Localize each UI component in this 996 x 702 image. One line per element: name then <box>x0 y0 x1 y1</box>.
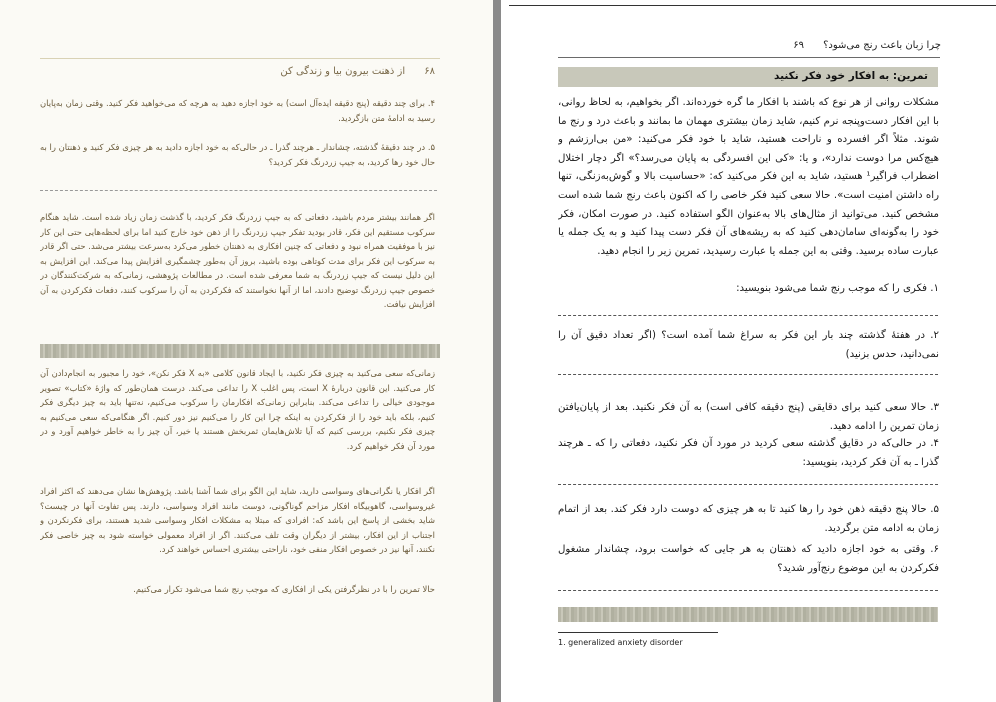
paragraph-4: ۴. برای چند دقیقه (پنج دقیقه ایده‌آل است) به خود اجازه دهید به هرچه که می‌خواهید فکر کنید. وقتی زمان به‌پایان رسید به ادامهٔ متن بازگردید. <box>40 98 435 123</box>
footnote: 1. generalized anxiety disorder <box>558 638 683 647</box>
question-2: ۲. در هفتهٔ گذشته چند بار این فکر به سراغ شما آمده است؟ (اگر تعداد دقیق آن را نمی‌دانید، حدس بزنید) <box>558 330 939 360</box>
exercise-heading-bar <box>558 67 938 87</box>
question-1: ۱. فکری را که موجب رنج شما می‌شود بنویسید: <box>736 283 939 294</box>
question-5: ۵. حالا پنج دقیقه ذهن خود را رها کنید تا به هر چیزی که دوست دارد فکر کند. بعد از اتمام زمان به ادامه متن برگردید. <box>558 504 939 534</box>
answer-line-1 <box>558 315 938 316</box>
section-end-band <box>558 607 938 622</box>
paragraph-repeat: حالا تمرین را با در نظرگرفتن یکی از افکاری که موجب رنج شما می‌شود تکرار می‌کنیم. <box>133 584 435 594</box>
footnote-rule <box>558 632 718 633</box>
header-rule <box>558 57 940 58</box>
paragraph-obsessive: اگر افکار یا نگرانی‌های وسواسی دارید، شاید این الگو برای شما آشنا باشد. پژوهش‌ها نشان می‌دهند که اکثر افراد غیروسواسی، گاهوبیگاه افکار مزاحم گوناگونی، دوست مانند افراد وسواسی، دارند. پس تفاوت آنها در چیست؟ شاید بخشی از پاسخ این باشد که: افرادی که مبتلا به مشکلات افکار وسواسی شدید هستند، برای فکرنکردن و اجتناب از این افکار، بیشتر از دیگران وقت تلف می‌کنند. اگر از افراد معمولی خواسته شود به چیز خاصی فکر نکنند، آنها نیز در خصوص افکار منفی خود، ناراحتی بیشتری احساس خواهند کرد. <box>40 486 435 554</box>
question-6: ۶. وقتی به خود اجازه دادید که ذهنتان به هر جایی که خواست برود، چشاندار مشغول فکرکردن به این موضوع رنج‌آور شدید؟ <box>558 544 939 574</box>
header-title: از ذهنت بیرون بیا و زندگی کن <box>280 66 406 77</box>
section-divider-band <box>40 344 440 358</box>
page-number: ۶۹ <box>793 40 805 51</box>
question-4: ۴. در حالی‌که در دقایق گذشته سعی کردید در مورد آن فکر نکنید، دفعاتی را که ـ هرچند گذرا ـ به آن فکر کردید، بنویسید: <box>558 438 939 468</box>
exercise-intro: مشکلات روانی از هر نوع که باشند با افکار ما گره خورده‌اند. اگر بخواهیم، به لحاظ روانی، با این افکار دست‌وپنجه نرم کنیم، شاید زمان بیشتری مهمان ما بمانند و باعث درد و رنج ما شوند. مثلاً اگر افسرده و ناراحت هستید، شاید با خود فکر می‌کنید: «من بی‌ارزشم و هیچ‌کس مرا دوست ندارد»، و یا: «کی این افسردگی به پایان می‌رسد؟» اگر دچار اختلال اضطراب فراگیر¹ هستید، شاید به این فکر می‌کنید که: «حساسیت بالا و گوش‌به‌زنگی، تنها راه داشتن امنیت است». حالا سعی کنید فکر خاصی را که اکنون باعث رنج شما شده است مشخص کنید. می‌توانید از مثال‌های بالا به‌عنوان الگو استفاده کنید. در صورت امکان، فکر خود را به‌گونه‌ای سامان‌دهی کنید که به ریشه‌های آن فکر دست پیدا کنید و به یک جمله یا عبارت ساده برسید. وقتی به این جمله یا عبارت رسیدید، تمرین زیر را انجام دهید. <box>558 97 939 257</box>
running-header <box>40 66 435 77</box>
answer-line <box>40 190 437 191</box>
answer-line-4 <box>558 484 938 485</box>
header-title: چرا زبان باعث رنج می‌شود؟ <box>823 40 941 51</box>
exercise-title: تمرین: به افکار خود فکر نکنید <box>774 70 928 82</box>
answer-line-2 <box>558 374 938 375</box>
answer-line-6 <box>558 590 938 591</box>
paragraph-5: ۵. در چند دقیقهٔ گذشته، چشاندار ـ هرچند گذرا ـ در حالی‌که به خود اجازه دادید به هر چیزی فکر کنید و ذهنتان را به حال خود رها کردید، به جیپ زردرنگ فکر کردید؟ <box>40 142 435 167</box>
running-header <box>560 40 941 51</box>
header-rule <box>40 58 440 59</box>
left-page <box>0 0 493 702</box>
paragraph-explanation: اگر همانند بیشتر مردم باشید، دفعاتی که به جیپ زردرنگ فکر کردید، با گذشت زمان زیاد شده است. شاید هنگام سرکوب مستقیم این فکر، قادر بودید تفکر جیپ زردرنگ را از ذهن خود خارج کنید اما برای لحظه‌هایی حتی این کار نیز با موفقیت همراه نبود و دفعاتی که چنین افکاری به ذهنتان خطور می‌کرد به‌سرعت بیشتر می‌شد. حتی اگر قادر به سرکوب این فکر برای مدت کوتاهی بوده باشید، بروز آن به‌طور چشمگیری افزایش پیدا می‌کند. این افزایش به این دلیل نیست که جیپ زردرنگ به شما معرفی شده است. در مطالعات پژوهشی، زمانی‌که به شرکت‌کنندگان در خصوص جیپ زردرنگ توضیح دادند، اما از آنها نخواستند که فکرکردن به آن را سرکوب کنند، دفعات فکرکردن به آن افزایش نیافت. <box>40 212 435 309</box>
question-3: ۳. حالا سعی کنید برای دقایقی (پنج دقیقه کافی است) به آن فکر نکنید. بعد از پایان‌یافتن زمان تمرین را ادامه دهید. <box>558 402 939 432</box>
book-gutter <box>493 0 501 702</box>
top-edge-line <box>509 5 996 6</box>
paragraph-suppression: زمانی‌که سعی می‌کنید به چیزی فکر نکنید، با ایجاد قانون کلامی «به X فکر نکن»، خود را مجبور به انجام‌دادن آن کار می‌کنید. این قانون دربارهٔ X است، پس اغلب X را تداعی می‌کند. درست همان‌طور که واژهٔ «کتاب» تصویر موجودی خیالی را تداعی می‌کند. بنابراین زمانی‌که افکارمان را سرکوب می‌کنیم، نه‌تنها باید به چیز دیگری فکر کنیم، بلکه باید خود را از فکرکردن به اینکه چرا این کار را می‌کنیم نیز دور کنیم. اگر هنگامی‌که سعی می‌کنیم به چیزی فکر نکنیم، بررسی کنیم که آیا تلاش‌هایمان ثمربخش هستند یا خیر، آن چیز را به خاطر خواهیم آورد و در مورد آن فکر خواهیم کرد. <box>40 368 435 451</box>
page-number: ۶۸ <box>424 66 435 77</box>
